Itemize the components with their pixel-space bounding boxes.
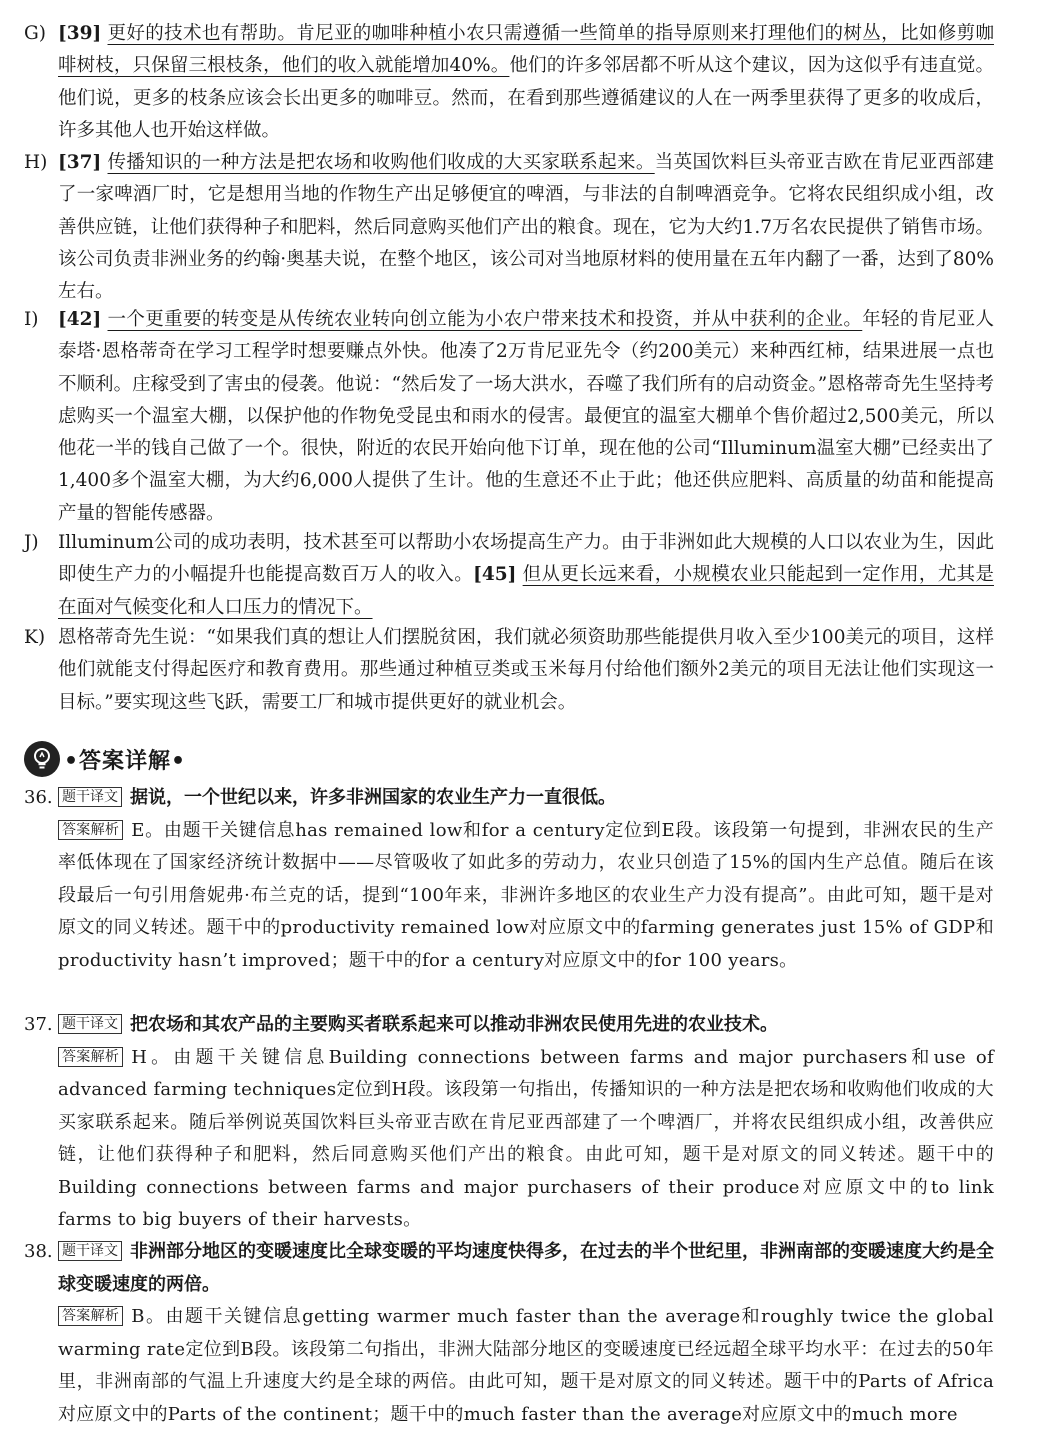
paragraph-text: 当英国饮料巨头帝亚吉欧在肯尼亚西部建了一家啤酒厂时，它是想用当地的作物生产出足够便宜的啤酒，与非法的自制啤酒竞争。它将农民组织成小组，改善供应链，让他们获得种子和肥料，然后同意购买他们产出的粮食。现在，它为大约1.7万名农民提供了销售市场。该公司负责非洲业务的约翰·奥基夫说，在整个地区，该公司对当地原材料的使用量在五年内翻了一番，达到了80%左右。: [58, 152, 994, 303]
question-36: [24, 782, 994, 977]
underlined-sentence: 传播知识的一种方法是把农场和收购他们收成的大买家联系起来。: [107, 152, 655, 173]
question-number: 36.: [24, 787, 53, 808]
paragraph-h: [24, 147, 994, 308]
question-38: [24, 1236, 994, 1431]
answer-analysis: E。由题干关键信息has remained low和for a century定位到E段。该段第一句提到，非洲农民的生产率低体现在了国家经济统计数据中——尽管吸收了如此多的劳动力，农业只创造了15%的国内生产总值。随后在该段最后一句引用詹妮弗·布兰克的话，提到“100年来，非洲许多地区的农业生产力没有提高”。由此可知，题干是对原文的同义转述。题干中的productivity remained low对应原文中的farming generates just 15% of GDP和productivity hasn’t improved；题干中的for a century对应原文中的for 100 years。: [58, 819, 994, 971]
answer-analysis: B。由题干关键信息getting warmer much faster than the average和roughly twice the global warming rate定位到B段。该段第二句指出，非洲大陆部分地区的变暖速度已经远超全球平均水平：在过去的50年里，非洲南部的气温上升速度大约是全球的两倍。由此可知，题干是对原文的同义转述。题干中的Parts of Africa对应原文中的Parts of the continent；题干中的much faster than the average对应原文中的much more: [58, 1306, 994, 1425]
question-ref: [45]: [473, 564, 517, 586]
question-text: 非洲部分地区的变暖速度比全球变暖的平均速度快得多，在过去的半个世纪里，非洲南部的变暖速度大约是全球变暖速度的两倍。: [58, 1241, 994, 1295]
analysis-tag: 答案解析: [58, 1306, 123, 1326]
question-text: 据说，一个世纪以来，许多非洲国家的农业生产力一直很低。: [130, 787, 616, 808]
paragraph-k: [24, 622, 994, 719]
paragraph-label: J): [24, 532, 39, 553]
question-tag: 题干译文: [58, 1014, 122, 1034]
underlined-sentence: 一个更重要的转变是从传统农业转向创立能为小农户带来技术和投资，并从中获利的企业。: [107, 309, 863, 330]
question-number: 37.: [24, 1014, 53, 1035]
paragraph-label: I): [24, 309, 39, 330]
answer-analysis: H。由题干关键信息Building connections between farms and major purchasers和use of advanced farming techniques定位到H段。该段第一句指出，传播知识的一种方法是把农场和收购他们收成的大买家联系起来。随后举例说英国饮料巨头帝亚吉欧在肯尼亚西部建了一个啤酒厂，并将农民组织成小组，改善供应链，让他们获得种子和肥料，然后同意购买他们产出的粮食。由此可知，题干是对原文的同义转述。题干中的Building connections between farms and major purchasers of their produce对应原文中的to link farms to big buyers of their harvests。: [58, 1046, 994, 1230]
question-ref: [37]: [58, 152, 102, 173]
paragraph-text: 他们的许多邻居都不听从这个建议，因为这似乎有违直觉。他们说，更多的枝条应该会长出更多的咖啡豆。然而，在看到那些遵循建议的人在一两季里获得了更多的收成后，许多其他人也开始这样做。: [58, 55, 994, 141]
paragraph-text: Illuminum公司的成功表明，技术甚至可以帮助小农场提高生产力。由于非洲如此大规模的人口以农业为生，因此即使生产力的小幅提升也能提高数百万人的收入。: [58, 532, 994, 586]
paragraph-text: 恩格蒂奇先生说：“如果我们真的想让人们摆脱贫困，我们就必须资助那些能提供月收入至少100美元的项目，这样他们就能支付得起医疗和教育费用。那些通过种植豆类或玉米每月付给他们额外2美元的项目无法让他们实现这一目标。”要实现这些飞跃，需要工厂和城市提供更好的就业机会。: [58, 627, 994, 713]
question-tag: 题干译文: [58, 1241, 122, 1261]
question-tag: 题干译文: [58, 787, 122, 807]
paragraph-g: [24, 18, 994, 147]
question-ref: [42]: [58, 309, 102, 330]
paragraph-j: [24, 527, 994, 624]
paragraph-label: H): [24, 152, 48, 173]
question-number: 38.: [24, 1241, 53, 1262]
section-header: [24, 740, 186, 778]
lightbulb-icon: [24, 741, 60, 777]
analysis-tag: 答案解析: [58, 1047, 123, 1067]
section-title: •答案详解•: [64, 748, 187, 774]
paragraph-text: 年轻的肯尼亚人泰塔·恩格蒂奇在学习工程学时想要赚点外快。他凑了2万肯尼亚先令（约200美元）来种西红柿，结果进展一点也不顺利。庄稼受到了害虫的侵袭。他说：“然后发了一场大洪水，吞噬了我们所有的启动资金。”恩格蒂奇先生坚持考虑购买一个温室大棚，以保护他的作物免受昆虫和雨水的侵害。最便宜的温室大棚单个售价超过2,500美元，所以他花一半的钱自己做了一个。很快，附近的农民开始向他下订单，现在他的公司“Illuminum温室大棚”已经卖出了1,400多个温室大棚，为大约6,000人提供了生计。他的生意还不止于此；他还供应肥料、高质量的幼苗和能提高产量的智能传感器。: [58, 309, 994, 524]
paragraph-i: [24, 304, 994, 530]
analysis-tag: 答案解析: [58, 820, 123, 840]
underlined-sentence: 更好的技术也有帮助。肯尼亚的咖啡种植小农只需遵循一些简单的指导原则来打理他们的树丛，比如修剪咖啡树枝，只保留三根枝条，他们的收入就能增加40%。: [58, 23, 994, 77]
question-37: [24, 1009, 994, 1237]
underlined-sentence: 但从更长远来看，小规模农业只能起到一定作用，尤其是在面对气候变化和人口压力的情况下。: [58, 564, 994, 618]
paragraph-label: G): [24, 23, 46, 44]
paragraph-label: K): [24, 627, 46, 648]
question-ref: [39]: [58, 23, 102, 44]
question-text: 把农场和其农产品的主要购买者联系起来可以推动非洲农民使用先进的农业技术。: [130, 1014, 778, 1035]
